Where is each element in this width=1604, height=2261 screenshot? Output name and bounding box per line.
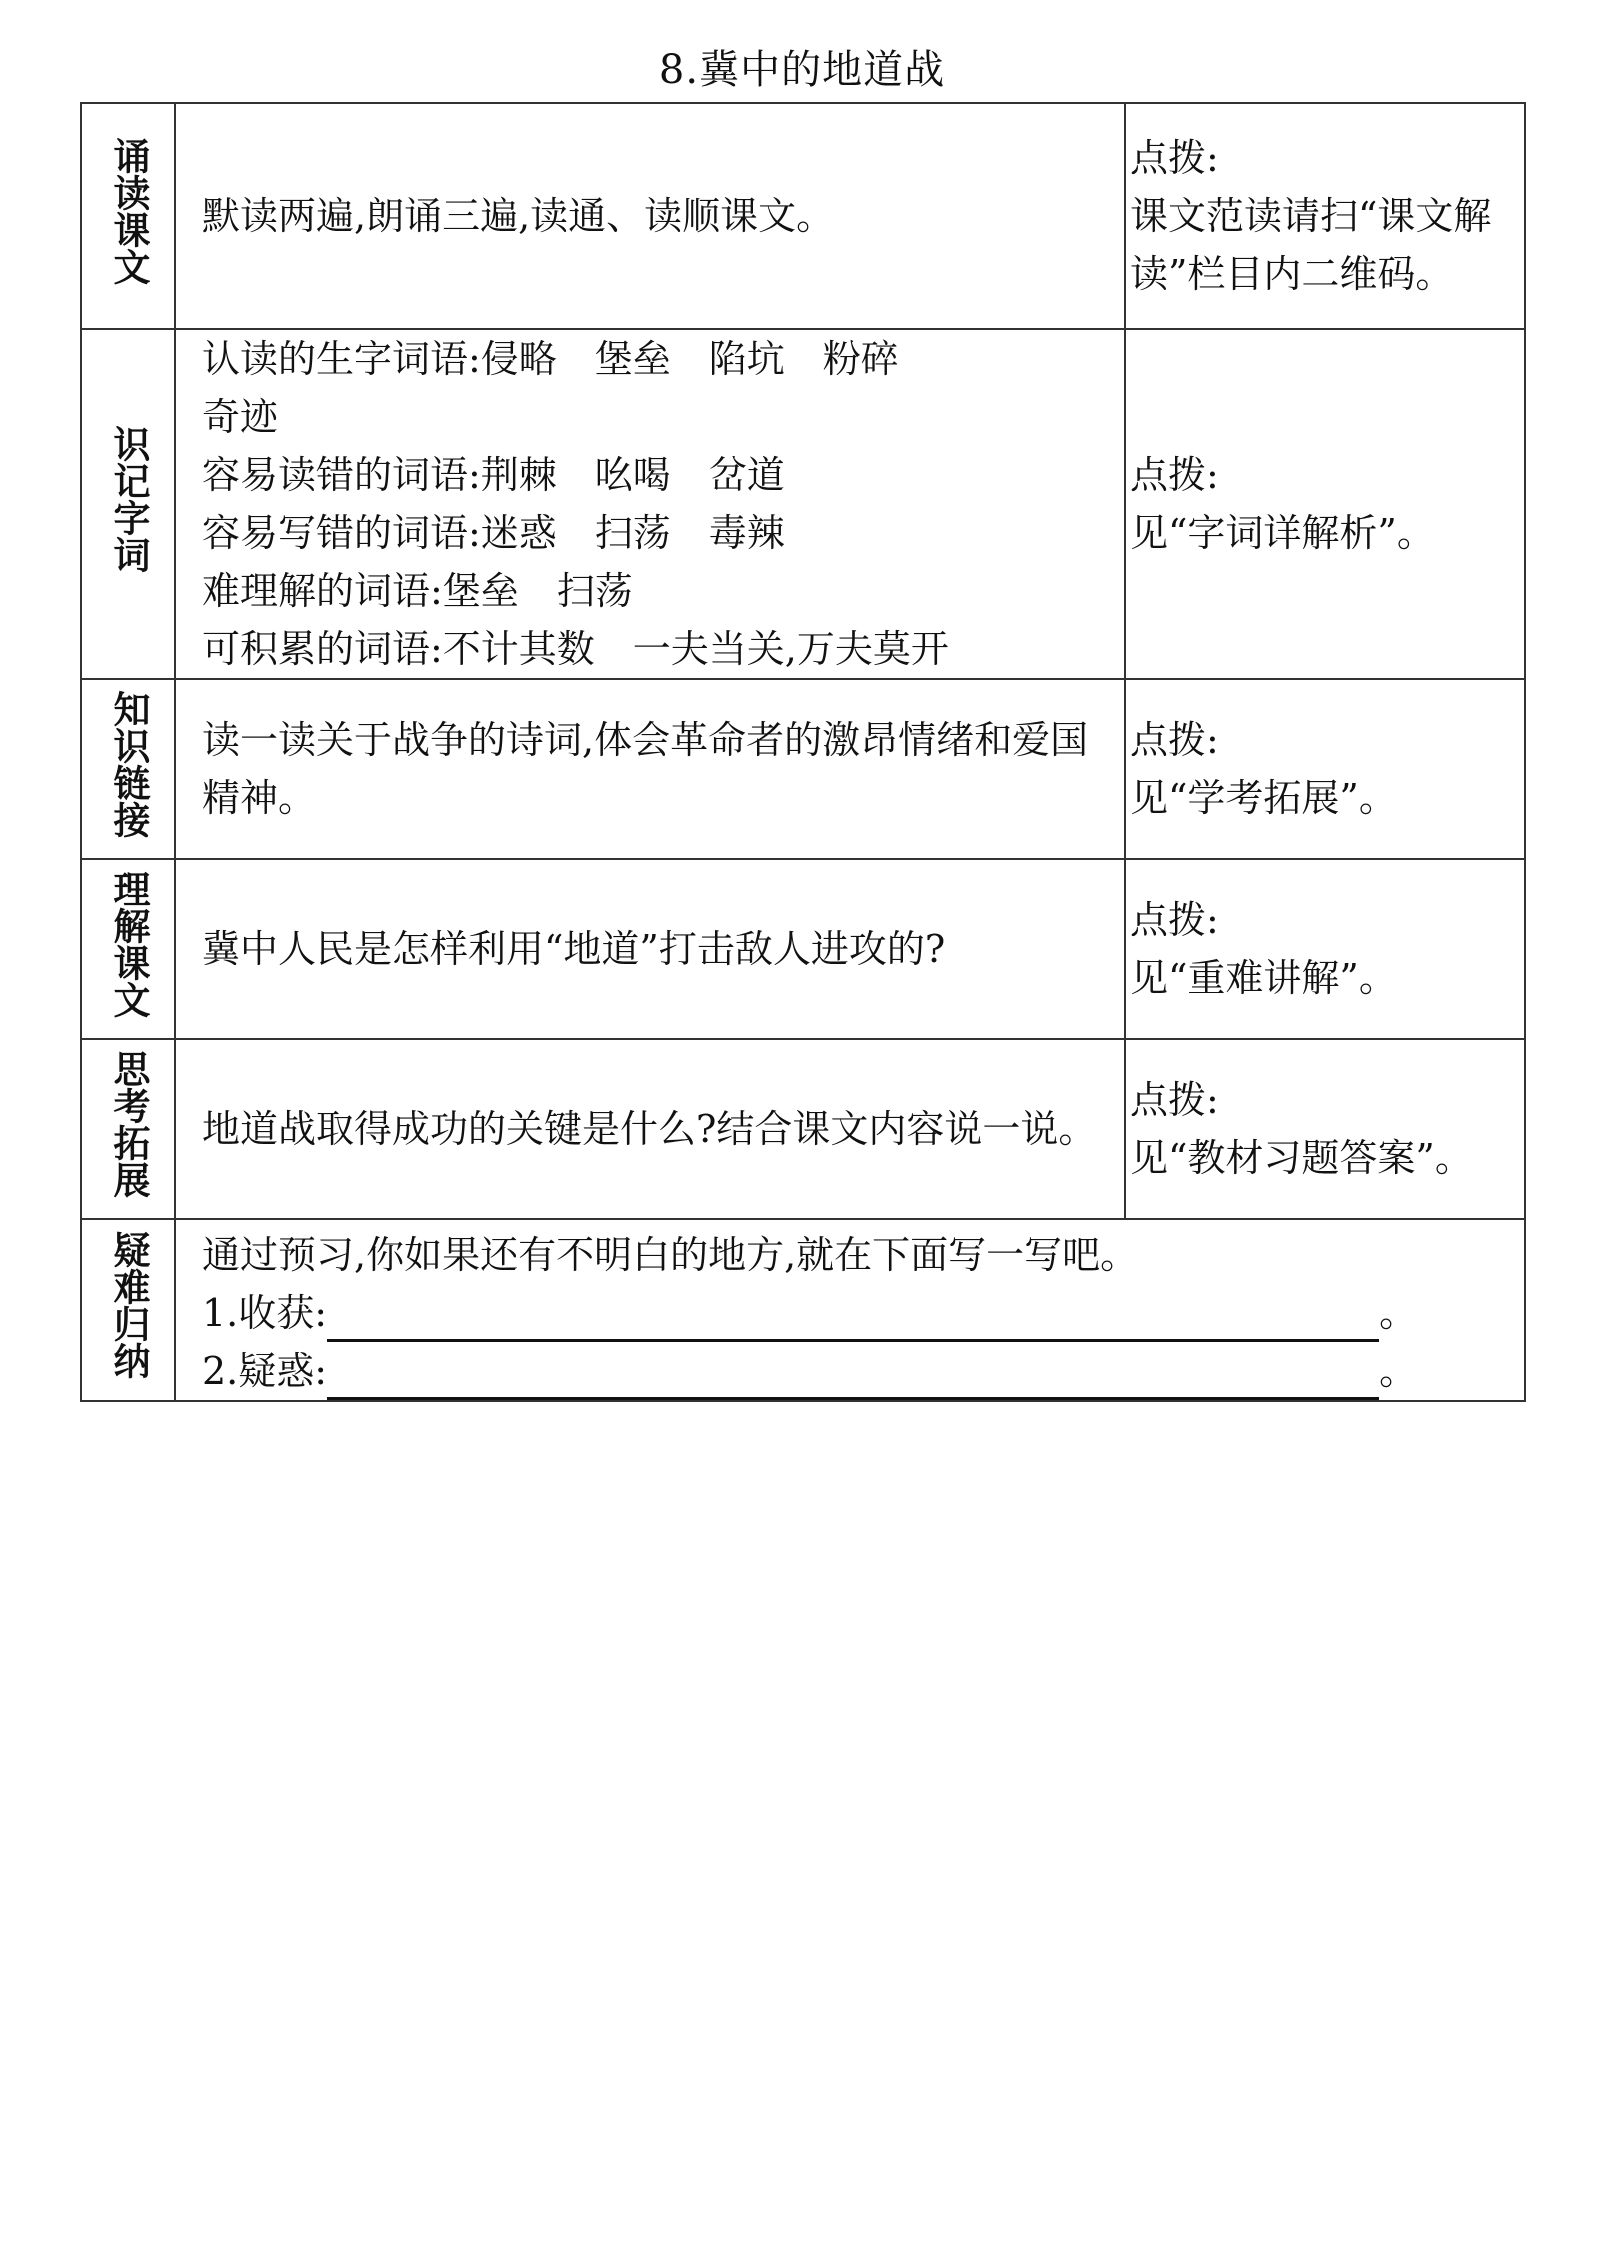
- row-label-questions: 疑难归纳: [81, 1219, 175, 1401]
- hint-text: 见“字词详解析”。: [1130, 511, 1435, 555]
- hint-label: 点拨:: [1130, 1078, 1219, 1122]
- content-line: 可积累的词语:不计其数 一夫当关,万夫莫开: [202, 627, 949, 671]
- row-label-extension: 思考拓展: [81, 1039, 175, 1219]
- hint-label: 点拨:: [1130, 136, 1219, 180]
- harvest-blank-line[interactable]: [327, 1299, 1379, 1342]
- row-label-vocabulary: 识记字词: [81, 329, 175, 679]
- page-title: 8.冀中的地道战: [658, 47, 946, 93]
- table-row-knowledge-link: [81, 679, 1525, 859]
- table-row-vocabulary: [81, 329, 1525, 679]
- content-line: 容易读错的词语:荆棘 吆喝 岔道: [202, 453, 785, 497]
- doubts-end: 。: [1379, 1349, 1418, 1393]
- content-line: 容易写错的词语:迷惑 扫荡 毒辣: [202, 511, 785, 555]
- hint-text: 见“教材习题答案”。: [1130, 1136, 1473, 1180]
- content-line: 认读的生字词语:侵略 堡垒 陷坑 粉碎: [202, 337, 899, 381]
- content-line: 难理解的词语:堡垒 扫荡: [202, 569, 633, 613]
- row-content-extension: [175, 1039, 1125, 1219]
- preview-worksheet-table: [80, 102, 1526, 1402]
- row-label-understanding: 理解课文: [81, 859, 175, 1039]
- row-content-questions: [175, 1219, 1525, 1401]
- row-content-vocabulary: [175, 329, 1125, 679]
- hint-label: 点拨:: [1130, 453, 1219, 497]
- hint-label: 点拨:: [1130, 898, 1219, 942]
- content-line: 读一读关于战争的诗词,体会革命者的激昂情绪和爱国精神。: [202, 718, 1089, 820]
- doubts-label: 2.疑惑:: [202, 1349, 328, 1393]
- row-label-knowledge-link: 知识链接: [81, 679, 175, 859]
- table-row-understanding: [81, 859, 1525, 1039]
- row-hint-knowledge-link: [1125, 679, 1525, 859]
- table-row-questions: [81, 1219, 1525, 1401]
- row-hint-read-aloud: [1125, 103, 1525, 329]
- content-line: 地道战取得成功的关键是什么?结合课文内容说一说。: [202, 1107, 1097, 1151]
- harvest-field: [202, 1284, 1504, 1342]
- hint-text: 见“重难讲解”。: [1130, 956, 1397, 1000]
- row-label-read-aloud: 诵读课文: [81, 103, 175, 329]
- row-hint-understanding: [1125, 859, 1525, 1039]
- row-content-knowledge-link: [175, 679, 1125, 859]
- row-content-understanding: [175, 859, 1125, 1039]
- harvest-label: 1.收获:: [202, 1291, 328, 1335]
- table-row-read-aloud: [81, 103, 1525, 329]
- hint-label: 点拨:: [1130, 718, 1219, 762]
- harvest-end: 。: [1379, 1291, 1418, 1335]
- row-hint-vocabulary: [1125, 329, 1525, 679]
- row-hint-extension: [1125, 1039, 1525, 1219]
- doubts-blank-line[interactable]: [327, 1357, 1379, 1400]
- content-line: 冀中人民是怎样利用“地道”打击敌人进攻的?: [202, 927, 946, 971]
- questions-intro: 通过预习,你如果还有不明白的地方,就在下面写一写吧。: [202, 1233, 1139, 1277]
- hint-text: 课文范读请扫“课文解读”栏目内二维码。: [1130, 194, 1492, 296]
- content-line: 默读两遍,朗诵三遍,读通、读顺课文。: [202, 194, 835, 238]
- content-line: 奇迹: [202, 395, 279, 439]
- doubts-field: [202, 1342, 1504, 1400]
- row-content-read-aloud: [175, 103, 1125, 329]
- table-row-extension: [81, 1039, 1525, 1219]
- hint-text: 见“学考拓展”。: [1130, 776, 1397, 820]
